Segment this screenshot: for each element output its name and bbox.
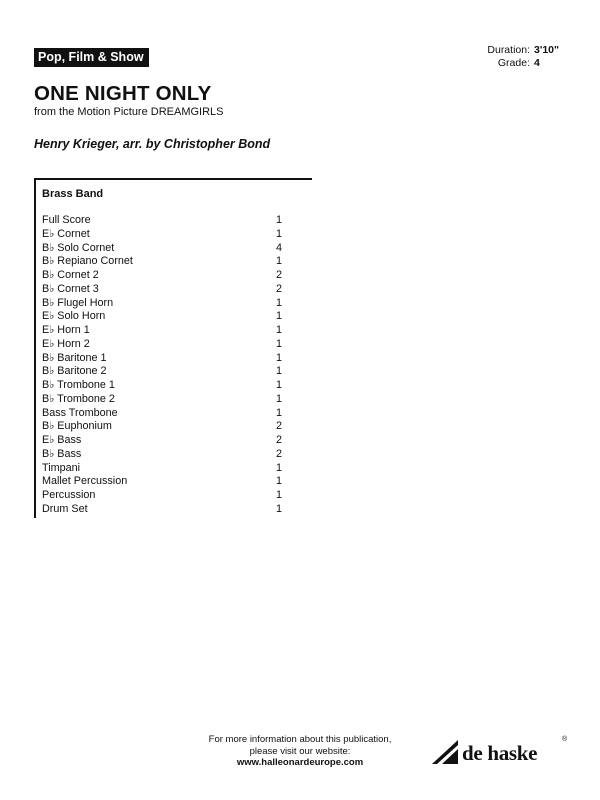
- list-item: [42, 379, 282, 393]
- instrument-quantity: 2: [275, 434, 282, 446]
- instrument-name: Percussion: [42, 489, 96, 501]
- subtitle: from the Motion Picture DREAMGIRLS: [34, 106, 224, 118]
- list-item: [42, 448, 282, 462]
- instrument-quantity: 1: [275, 365, 282, 378]
- list-item: [42, 420, 282, 434]
- instrument-name: Timpani: [42, 461, 80, 474]
- grade-value: 4: [534, 57, 540, 69]
- instrument-quantity: 1: [275, 214, 282, 226]
- instrument-quantity: 2: [275, 269, 282, 281]
- instrument-quantity: 1: [275, 502, 282, 515]
- instrument-quantity: 1: [275, 475, 282, 488]
- list-item: [42, 475, 282, 489]
- list-item: [42, 255, 282, 269]
- instrument-name: B♭ Euphonium: [42, 420, 112, 433]
- instrument-name: B♭ Cornet 2: [42, 269, 99, 281]
- list-item: [42, 310, 282, 324]
- instrument-name: E♭ Horn 2: [42, 337, 90, 350]
- page-title: ONE NIGHT ONLY: [34, 82, 212, 105]
- instrument-name: B♭ Trombone 2: [42, 392, 115, 405]
- instrument-name: B♭ Repiano Cornet: [42, 255, 133, 268]
- list-item: [42, 214, 282, 228]
- instrument-name: B♭ Solo Cornet: [42, 241, 115, 254]
- footer-line-2: please visit our website:: [249, 745, 351, 757]
- instrument-name: B♭ Baritone 2: [42, 365, 107, 378]
- composer-credit: Henry Krieger, arr. by Christopher Bond: [34, 137, 271, 151]
- instrument-name: B♭ Baritone 1: [42, 351, 107, 364]
- duration-label: Duration:: [487, 44, 530, 56]
- website-link[interactable]: www.halleonardeurope.com: [236, 757, 364, 768]
- instrument-quantity: 1: [275, 255, 282, 268]
- list-item: [42, 407, 282, 421]
- instrumentation-top-rule: [34, 178, 312, 180]
- list-item: [42, 393, 282, 407]
- list-item: [42, 462, 282, 476]
- instrument-quantity: 1: [275, 324, 282, 336]
- category-label: Pop, Film & Show: [34, 48, 149, 67]
- duration-row: [462, 44, 572, 57]
- list-item: [42, 297, 282, 311]
- grade-row: [462, 57, 572, 70]
- list-item: [42, 352, 282, 366]
- list-item: [42, 434, 282, 448]
- instrument-quantity: 1: [275, 489, 282, 501]
- logo-wordmark: de haske: [462, 741, 538, 765]
- list-item: [42, 365, 282, 379]
- duration-value: 3'10": [534, 44, 559, 56]
- instrument-name: B♭ Trombone 1: [42, 379, 115, 391]
- instrument-name: B♭ Cornet 3: [42, 282, 99, 295]
- instrument-name: Full Score: [42, 214, 91, 226]
- instrument-quantity: 1: [275, 379, 282, 391]
- instrumentation-list: [42, 214, 282, 517]
- instrument-name: E♭ Cornet: [42, 227, 90, 240]
- instrument-name: E♭ Bass: [42, 434, 82, 446]
- list-item: [42, 338, 282, 352]
- instrument-quantity: 1: [275, 461, 282, 474]
- footer-info: [195, 734, 405, 769]
- instrument-name: Drum Set: [42, 502, 88, 515]
- list-item: [42, 228, 282, 242]
- list-item: [42, 503, 282, 517]
- instrument-name: Mallet Percussion: [42, 475, 128, 488]
- grade-label: Grade:: [497, 57, 530, 69]
- instrument-quantity: 1: [275, 406, 282, 419]
- instrument-quantity: 1: [275, 310, 282, 323]
- list-item: [42, 269, 282, 283]
- instrument-name: E♭ Solo Horn: [42, 310, 106, 323]
- instrument-quantity: 1: [275, 227, 282, 240]
- instrument-quantity: 2: [275, 447, 282, 460]
- list-item: [42, 489, 282, 503]
- dehaske-mark-icon: [432, 740, 458, 764]
- publisher-logo: [432, 738, 572, 768]
- instrumentation-heading: Brass Band: [42, 188, 104, 200]
- instrument-name: B♭ Flugel Horn: [42, 296, 114, 309]
- footer-line-1: For more information about this publication,: [208, 734, 392, 745]
- instrument-quantity: 2: [275, 420, 282, 433]
- list-item: [42, 283, 282, 297]
- instrument-quantity: 1: [275, 296, 282, 309]
- instrument-quantity: 2: [275, 282, 282, 295]
- instrument-name: E♭ Horn 1: [42, 324, 90, 336]
- instrument-quantity: 1: [275, 337, 282, 350]
- instrument-quantity: 4: [275, 241, 282, 254]
- instrument-quantity: 1: [275, 392, 282, 405]
- list-item: [42, 324, 282, 338]
- instrumentation-side-rule: [34, 178, 36, 518]
- instrument-name: B♭ Bass: [42, 447, 82, 460]
- instrument-quantity: 1: [275, 351, 282, 364]
- instrument-name: Bass Trombone: [42, 406, 118, 419]
- list-item: [42, 242, 282, 256]
- registered-mark: ®: [562, 736, 568, 743]
- piece-meta: [462, 44, 572, 70]
